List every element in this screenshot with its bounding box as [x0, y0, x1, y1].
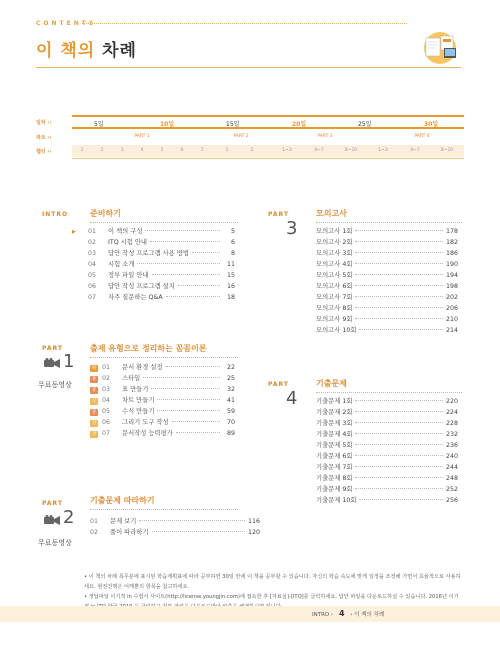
schedule-label-day: 일차 ›› — [36, 120, 52, 126]
header-dotted-rule — [82, 23, 407, 24]
part3-number: 3 — [286, 218, 298, 239]
toc-item[interactable]: 기출문제 8회 248 — [316, 475, 458, 482]
part2-number: 2 — [63, 507, 75, 528]
schedule-chapter: 8~10 — [344, 148, 358, 153]
toc-item[interactable]: 상 07 문서작성 능력평가 89 — [91, 430, 235, 437]
schedule-day: 25일 — [358, 121, 372, 128]
schedule-part: PART 2 — [233, 134, 249, 139]
toc-item[interactable]: 상 06 그리기 도구 작성 70 — [91, 419, 235, 426]
part1-toc-list — [90, 362, 235, 439]
toc-item[interactable]: 기출문제 2회 224 — [316, 409, 458, 416]
part2-title-rule — [90, 509, 238, 510]
toc-item[interactable]: 모의고사 9회 210 — [316, 316, 458, 323]
level-badge: 상 — [91, 432, 97, 437]
schedule-bottom-rule — [72, 158, 464, 159]
part3-tag: PART — [268, 211, 289, 218]
schedule-day: 5일 — [94, 121, 104, 128]
toc-item[interactable]: 기출문제 1회 220 — [316, 398, 458, 405]
schedule-part: PART 1 — [134, 134, 150, 139]
schedule-day: 30일 — [424, 121, 439, 128]
schedule-chapter: 4 — [140, 148, 144, 153]
calendar-illustration-icon — [418, 30, 462, 66]
toc-item[interactable]: 01 이 책의 구성 5 — [88, 228, 235, 235]
part2-toc-list — [90, 516, 260, 538]
schedule-chapter: 7 — [200, 148, 204, 153]
level-badge: 상 — [91, 421, 97, 426]
toc-item[interactable]: 중 02 스타일 25 — [91, 375, 235, 382]
toc-item[interactable]: 기출문제 5회 236 — [316, 442, 458, 449]
schedule-chapter: 6 — [180, 148, 184, 153]
part1-free-video-label: 무료동영상 — [38, 381, 72, 389]
schedule-chapter: 5 — [160, 148, 164, 153]
intro-section-title: 준비하기 — [90, 209, 121, 218]
footer-section: INTRO — [312, 612, 330, 618]
toc-item[interactable]: 모의고사 4회 190 — [316, 261, 458, 268]
level-badge: 상 — [91, 399, 97, 404]
toc-item[interactable]: 기출문제 9회 252 — [316, 486, 458, 493]
title-part1: 이 책의 — [36, 41, 96, 61]
part4-title-rule — [316, 392, 462, 393]
video-camera-icon — [44, 515, 60, 525]
toc-item[interactable]: 06 답안 작성 프로그램 설치 16 — [88, 283, 235, 290]
footnote-schedule: • 이 책의 차례 목무분에 표시된 학습계획표에 따라 공부하면 30일 만에 이 책을 공부할 수 있습니다. 자신의 학습 속도에 맞게 일정을 조정해 가면서 효율적으로 사용하세요. 현전진행은 어깨뿐의 항목을 참고하세요. — [84, 574, 461, 590]
level-badge: 중 — [91, 388, 97, 393]
toc-item[interactable]: 02 ITQ 시험 안내 6 — [88, 239, 235, 246]
schedule-chapter: 2 — [100, 148, 104, 153]
intro-title-rule — [90, 222, 238, 223]
footer-label: 이 책의 차례 — [354, 612, 385, 618]
part2-tag: PART — [42, 500, 63, 507]
schedule-chapter: 2 — [250, 148, 254, 153]
schedule-chapter: 1 — [225, 148, 229, 153]
toc-item[interactable]: 02 풀이 따라하기 120 — [90, 529, 260, 536]
toc-item[interactable]: 중 03 표 만들기 32 — [91, 386, 235, 393]
schedule-chapter: 1~3 — [378, 148, 388, 153]
schedule-part: PART 4 — [414, 134, 430, 139]
title-underline — [36, 67, 461, 68]
footnote-download: • 정답파일 이기적 in 수험서 사이트(http://license.youngjin.com)에 접속한 후 [자료실]-[ITQ]를 클릭하세요. 답안 파일을 다운로드하실 수 있습니다. 2016년 이기 — [84, 594, 459, 600]
toc-item[interactable]: 기출문제 6회 240 — [316, 453, 458, 460]
toc-item[interactable]: 모의고사 10회 214 — [316, 327, 458, 334]
part4-section-title: 기출문제 — [316, 379, 347, 388]
schedule-chapter: 4~7 — [410, 148, 420, 153]
part3-title-rule — [316, 222, 462, 223]
toc-item[interactable]: 하 01 문서 환경 설정 22 — [91, 364, 235, 371]
schedule-chapter: 1 — [80, 148, 84, 153]
toc-item[interactable]: 기출문제 7회 244 — [316, 464, 458, 471]
part1-tag: PART — [42, 345, 63, 352]
title-part2: 차례 — [102, 41, 137, 61]
level-badge: 중 — [91, 410, 97, 415]
schedule-day: 20일 — [292, 121, 307, 128]
schedule-chapter: 8~10 — [440, 148, 454, 153]
schedule-label-chapter: 챕터 ›› — [36, 149, 52, 155]
toc-item[interactable]: 04 시험 소개 11 — [88, 261, 235, 268]
schedule-part: PART 3 — [317, 134, 333, 139]
toc-item[interactable]: 모의고사 3회 186 — [316, 250, 458, 257]
intro-toc-list — [88, 226, 235, 303]
video-camera-icon — [44, 358, 60, 368]
toc-item[interactable]: 상 04 차트 만들기 41 — [91, 397, 235, 404]
schedule-parts-row — [72, 131, 464, 143]
part1-number: 1 — [63, 351, 75, 372]
contents-label: CONTENTS — [36, 20, 97, 27]
toc-item[interactable]: 모의고사 2회 182 — [316, 239, 458, 246]
schedule-day: 10일 — [160, 121, 175, 128]
toc-item[interactable]: 모의고사 6회 198 — [316, 283, 458, 290]
schedule-label-part: 파트 ›› — [36, 135, 52, 141]
level-badge: 중 — [91, 377, 97, 382]
page-title — [36, 36, 137, 61]
schedule-chapter: 4~7 — [314, 148, 324, 153]
part2-free-video-label: 무료동영상 — [38, 539, 72, 547]
footer: INTRO › 4 › 이 책의 차례 — [312, 609, 385, 618]
toc-item[interactable]: 중 05 수식 만들기 59 — [91, 408, 235, 415]
level-badge: 하 — [91, 366, 97, 371]
toc-item[interactable]: 07 자주 질문하는 Q&A 18 — [88, 294, 235, 301]
toc-item[interactable]: 05 정부 파일 안내 15 — [88, 272, 235, 279]
page-number: 4 — [338, 609, 345, 618]
toc-item[interactable]: 기출문제 10회 256 — [316, 497, 458, 504]
part3-toc-list — [316, 226, 458, 336]
toc-item[interactable]: 03 답안 작성 프로그램 사용 방법 8 — [88, 250, 235, 257]
part4-toc-list — [316, 396, 458, 506]
part2-section-title: 기출문제 따라하기 — [90, 496, 155, 505]
schedule-chapters-row — [72, 145, 464, 157]
schedule-chapter: 1~3 — [282, 148, 292, 153]
part4-tag: PART — [268, 381, 289, 388]
part3-section-title: 모의고사 — [316, 209, 347, 218]
toc-item[interactable]: 기출문제 4회 232 — [316, 431, 458, 438]
schedule-days-row — [72, 115, 464, 129]
toc-item[interactable]: 모의고사 1회 178 — [316, 228, 458, 235]
part1-title-rule — [90, 357, 238, 358]
schedule-day: 15일 — [226, 121, 240, 128]
footer-bar — [0, 606, 500, 622]
toc-item[interactable]: 모의고사 7회 202 — [316, 294, 458, 301]
schedule-chapter: 3 — [120, 148, 124, 153]
toc-item[interactable]: 모의고사 8회 206 — [316, 305, 458, 312]
intro-tag: INTRO — [42, 211, 69, 218]
part4-number: 4 — [286, 388, 298, 409]
current-marker-icon: ▶ — [72, 229, 76, 235]
toc-item[interactable]: 기출문제 3회 228 — [316, 420, 458, 427]
toc-item[interactable]: 모의고사 5회 194 — [316, 272, 458, 279]
part1-section-title: 출제 유형으로 정리하는 꼼꼼이론 — [90, 344, 207, 353]
toc-item[interactable]: 01 문제 보기 116 — [90, 518, 260, 525]
